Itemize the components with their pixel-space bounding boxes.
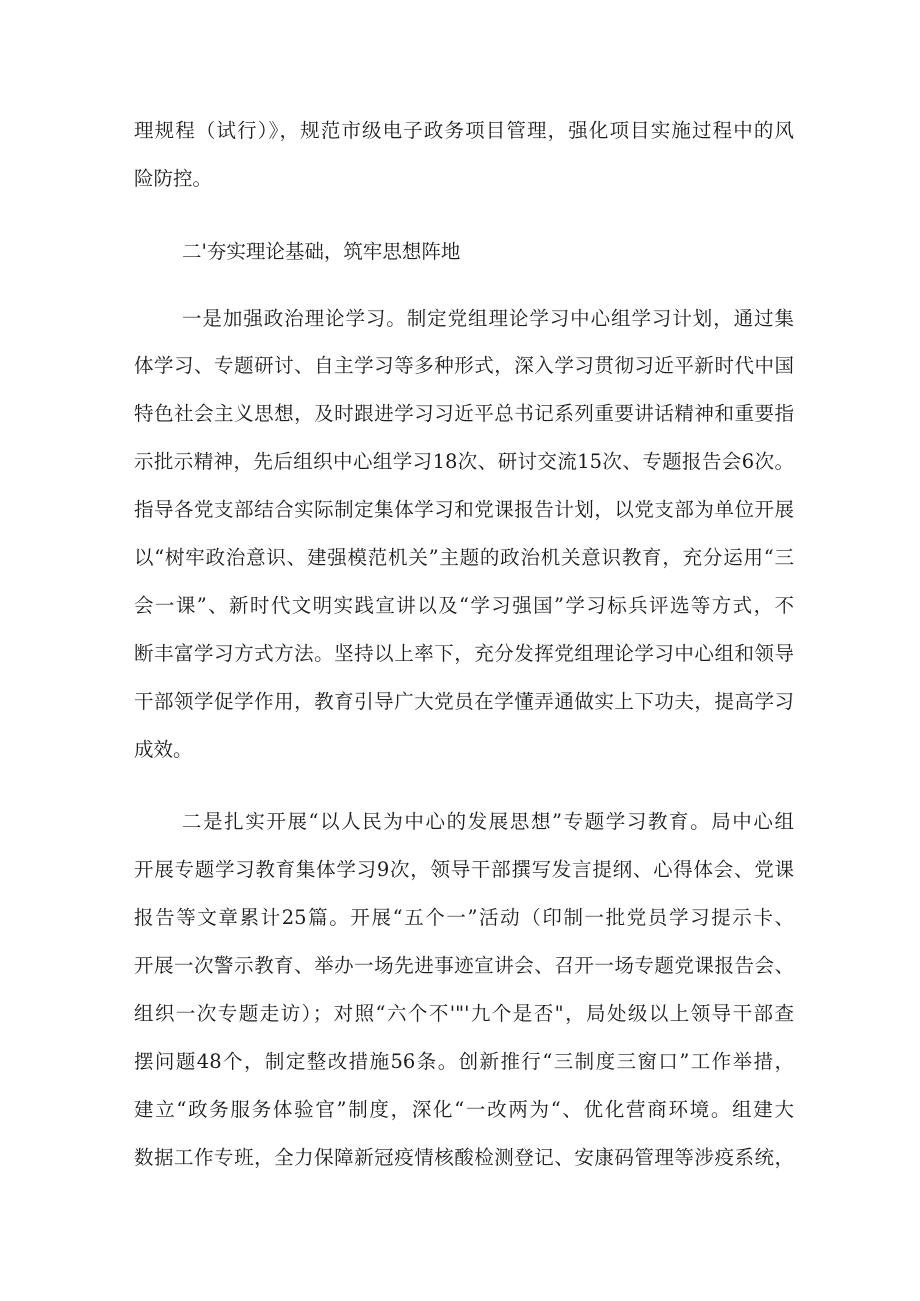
text-line: 报告等文章累计25篇。开展“五个一”活动（印制一批党员学习提示卡、	[134, 906, 794, 929]
text-line: 体学习、专题研讨、自主学习等多种形式，深入学习贯彻习近平新时代中国	[134, 354, 794, 377]
text-line: 开展一次警示教育、举办一场先进事迹宣讲会、召开一场专题党课报告会、	[134, 954, 794, 977]
text-line: 指导各党支部结合实际制定集体学习和党课报告计划，以党支部为单位开展	[134, 498, 794, 521]
text-line: 二是扎实开展“以人民为中心的发展思想”专题学习教育。局中心组	[182, 810, 794, 833]
text-line: 建立“政务服务体验官”制度，深化“一改两为“、优化营商环境。组建大	[134, 1098, 794, 1121]
text-line: 断丰富学习方式方法。坚持以上率下，充分发挥党组理论学习中心组和领导	[134, 642, 794, 665]
text-line: 组织一次专题走访）；对照“六个不'"'九个是否"，局处级以上领导干部查	[134, 1002, 794, 1025]
text-line: 险防控。	[134, 167, 213, 190]
text-line: 开展专题学习教育集体学习9次，领导干部撰写发言提纲、心得体会、党课	[134, 858, 794, 881]
section-heading: 二'夯实理论基础，筑牢思想阵地	[182, 240, 461, 263]
text-line: 成效。	[134, 738, 193, 761]
text-line: 一是加强政治理论学习。制定党组理论学习中心组学习计划，通过集	[182, 307, 794, 330]
text-line: 会一课”、新时代文明实践宣讲以及“学习强国”学习标兵评选等方式，不	[134, 594, 794, 617]
text-line: 以“树牢政治意识、建强模范机关”主题的政治机关意识教育，充分运用“三	[134, 546, 794, 569]
text-line: 摆问题48个，制定整改措施56条。创新推行“三制度三窗口”工作举措，	[134, 1050, 794, 1073]
text-line: 特色社会主义思想，及时跟进学习习近平总书记系列重要讲话精神和重要指	[134, 402, 794, 425]
text-line: 示批示精神，先后组织中心组学习18次、研讨交流15次、专题报告会6次。	[134, 450, 794, 473]
text-line: 干部领学促学作用，教育引导广大党员在学懂弄通做实上下功夫，提高学习	[134, 690, 794, 713]
text-line: 数据工作专班，全力保障新冠疫情核酸检测登记、安康码管理等涉疫系统，	[134, 1146, 794, 1169]
text-line: 理规程（试行）》，规范市级电子政务项目管理，强化项目实施过程中的风	[134, 119, 794, 142]
